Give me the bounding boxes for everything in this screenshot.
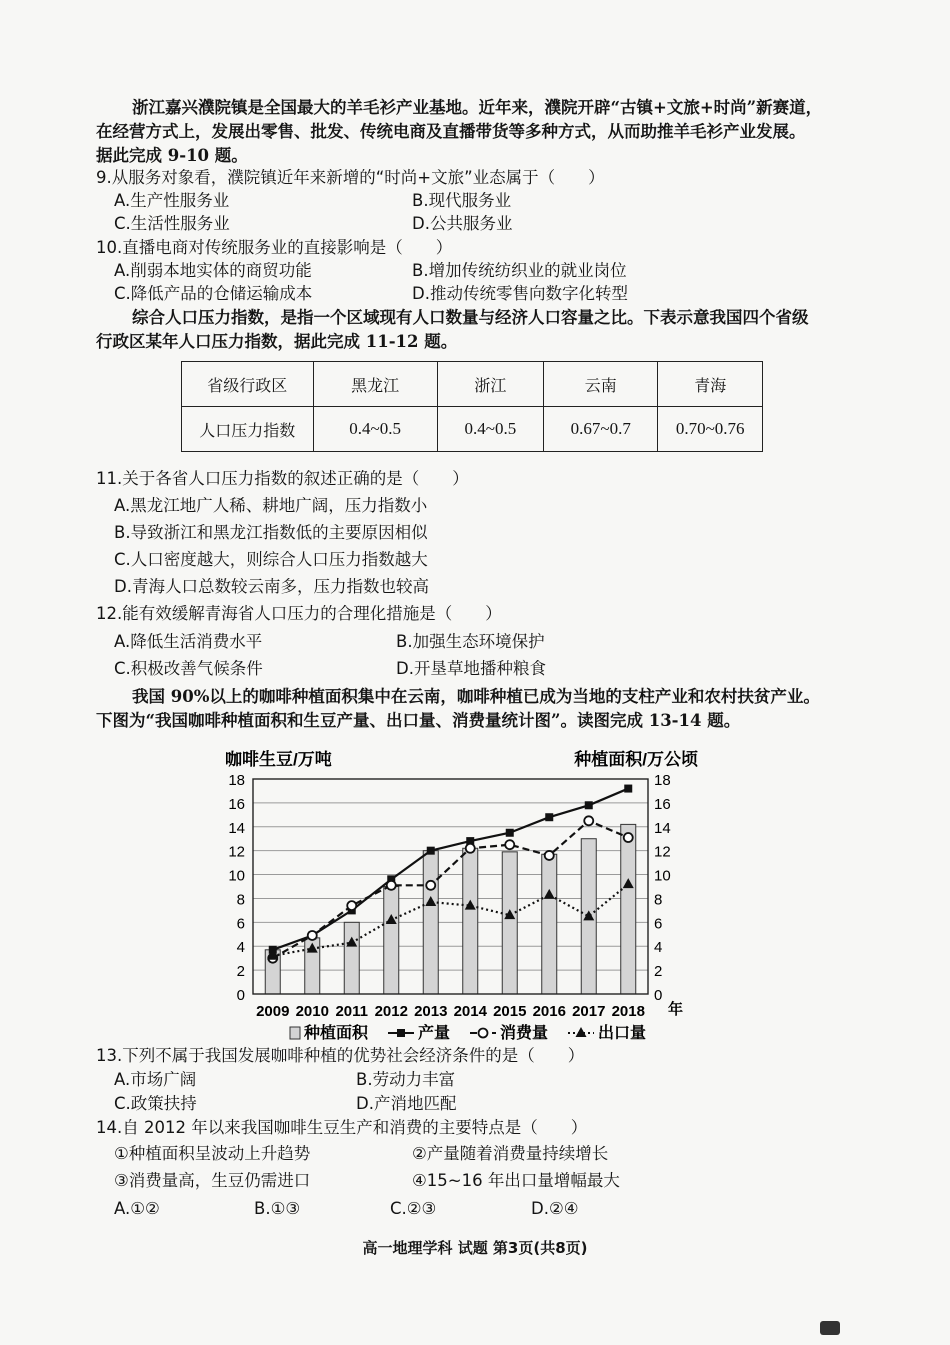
data-point-square — [585, 801, 593, 809]
table-cell: 0.4~0.5 — [313, 407, 437, 452]
y-tick-label-right: 12 — [654, 843, 671, 861]
table-header-row — [182, 362, 763, 407]
scanner-logo-icon — [820, 1321, 840, 1335]
table-cell: 0.67~0.7 — [544, 407, 658, 452]
question-11-stem: 11.关于各省人口压力指数的叙述正确的是（ ） — [96, 469, 469, 488]
x-tick-label: 2009 — [256, 1003, 290, 1020]
y-tick-label-left: 4 — [236, 939, 245, 957]
q10-option-c[interactable]: C.降低产品的仓储运输成本 — [114, 284, 313, 303]
page-footer: 高一地理学科 试题 第3页(共8页) — [362, 1239, 588, 1257]
q11-option-d[interactable]: D.青海人口总数较云南多，压力指数也较高 — [114, 577, 429, 596]
table-cell: 0.70~0.76 — [658, 407, 763, 452]
question-9-stem: 9.从服务对象看，濮院镇近年来新增的“时尚+文旅”业态属于（ ） — [96, 168, 605, 187]
data-point-circle — [308, 931, 317, 940]
table-header-cell: 浙江 — [437, 362, 543, 407]
table-header-cell: 省级行政区 — [182, 362, 314, 407]
q14-option-c[interactable]: C.②③ — [390, 1199, 437, 1218]
y-tick-label-right: 0 — [654, 987, 663, 1004]
x-tick-label: 2016 — [532, 1003, 566, 1020]
series-line-circle — [273, 821, 629, 958]
legend-label: 种植面积 — [304, 1025, 369, 1042]
bar-planting-area — [423, 851, 438, 994]
series-line-triangle — [273, 884, 629, 956]
q12-option-b[interactable]: B.加强生态环境保护 — [396, 632, 545, 651]
q11-option-a[interactable]: A.黑龙江地广人稀、耕地广阔，压力指数小 — [114, 496, 428, 515]
q13-option-c[interactable]: C.政策扶持 — [114, 1094, 197, 1113]
x-tick-label: 2013 — [414, 1003, 448, 1020]
q10-option-b[interactable]: B.增加传统纺织业的就业岗位 — [412, 261, 627, 280]
y-axis-label-right: 种植面积/万公顷 — [574, 750, 698, 769]
bar-planting-area — [542, 854, 557, 994]
y-tick-label-left: 16 — [228, 795, 245, 813]
legend-label: 出口量 — [598, 1025, 647, 1042]
series-line-square — [273, 789, 629, 950]
table-cell: 0.4~0.5 — [437, 407, 543, 452]
y-axis-label-left: 咖啡生豆/万吨 — [225, 750, 332, 769]
y-tick-label-right: 10 — [654, 867, 671, 885]
coffee-chart-svg — [215, 745, 705, 1045]
table-row-label: 人口压力指数 — [182, 407, 314, 452]
data-point-circle — [426, 881, 435, 890]
y-tick-label-right: 2 — [654, 963, 663, 981]
data-point-circle — [466, 844, 475, 853]
q13-option-a[interactable]: A.市场广阔 — [114, 1070, 197, 1089]
y-tick-label-right: 4 — [654, 939, 663, 957]
intro-9-10-line1: 浙江嘉兴濮院镇是全国最大的羊毛衫产业基地。近年来，濮院开辟“古镇+文旅+时尚”新赛道， — [132, 98, 823, 117]
x-tick-label: 2010 — [295, 1003, 329, 1020]
intro-11-12-line1: 综合人口压力指数，是指一个区域现有人口数量与经济人口容量之比。下表示意我国四个省级 — [132, 308, 809, 327]
y-tick-label-left: 6 — [236, 915, 245, 933]
y-tick-label-right: 18 — [654, 772, 671, 789]
data-point-circle — [624, 833, 633, 842]
question-13-stem: 13.下列不属于我国发展咖啡种植的优势社会经济条件的是（ ） — [96, 1046, 585, 1065]
y-tick-label-right: 14 — [654, 819, 671, 837]
y-tick-label-left: 0 — [236, 987, 245, 1004]
y-tick-label-left: 8 — [236, 891, 245, 909]
y-tick-label-right: 6 — [654, 915, 663, 933]
y-tick-label-right: 8 — [654, 891, 663, 909]
legend-label: 消费量 — [500, 1025, 549, 1042]
q12-option-d[interactable]: D.开垦草地播种粮食 — [396, 659, 546, 678]
y-tick-label-left: 14 — [228, 819, 245, 837]
q11-option-b[interactable]: B.导致浙江和黑龙江指数低的主要原因相似 — [114, 523, 428, 542]
question-12-stem: 12.能有效缓解青海省人口压力的合理化措施是（ ） — [96, 604, 502, 623]
table-header-cell: 黑龙江 — [313, 362, 437, 407]
legend-marker-square — [397, 1029, 405, 1037]
bar-planting-area — [621, 824, 636, 994]
scanner-watermark — [820, 1320, 950, 1345]
intro-11-12-line2: 行政区某年人口压力指数，据此完成 11-12 题。 — [96, 332, 458, 351]
data-point-circle — [584, 816, 593, 825]
data-point-circle — [387, 881, 396, 890]
data-point-square — [506, 829, 514, 837]
q14-statement-4: ④15~16 年出口量增幅最大 — [412, 1171, 620, 1190]
q14-option-d[interactable]: D.②④ — [531, 1199, 579, 1218]
data-point-square — [545, 813, 553, 821]
population-pressure-table — [181, 361, 763, 452]
x-tick-label: 2017 — [572, 1003, 606, 1020]
q13-option-d[interactable]: D.产消地匹配 — [356, 1094, 457, 1113]
legend-swatch-bar — [290, 1027, 300, 1039]
q13-option-b[interactable]: B.劳动力丰富 — [356, 1070, 456, 1089]
q12-option-c[interactable]: C.积极改善气候条件 — [114, 659, 263, 678]
data-point-square — [427, 847, 435, 855]
bar-planting-area — [344, 922, 359, 994]
q9-option-b[interactable]: B.现代服务业 — [412, 191, 512, 210]
intro-13-14-line1: 我国 90%以上的咖啡种植面积集中在云南，咖啡种植已成为当地的支柱产业和农村扶贫产业。 — [132, 687, 820, 706]
legend-label: 产量 — [418, 1025, 451, 1042]
intro-13-14-line2: 下图为“我国咖啡种植面积和生豆产量、出口量、消费量统计图”。读图完成 13-14 题。 — [96, 711, 741, 730]
table-row — [182, 407, 763, 452]
table-header-cell: 云南 — [544, 362, 658, 407]
y-tick-label-right: 16 — [654, 795, 671, 813]
q9-option-a[interactable]: A.生产性服务业 — [114, 191, 230, 210]
bar-planting-area — [463, 848, 478, 994]
table-header-cell: 青海 — [658, 362, 763, 407]
q9-option-d[interactable]: D.公共服务业 — [412, 214, 513, 233]
question-10-stem: 10.直播电商对传统服务业的直接影响是（ ） — [96, 238, 453, 257]
intro-9-10-line3: 据此完成 9-10 题。 — [96, 146, 248, 165]
q10-option-d[interactable]: D.推动传统零售向数字化转型 — [412, 284, 628, 303]
data-point-circle — [545, 851, 554, 860]
x-tick-label: 2012 — [374, 1003, 408, 1020]
q14-statement-3: ③消费量高，生豆仍需进口 — [114, 1171, 311, 1190]
q12-option-a[interactable]: A.降低生活消费水平 — [114, 632, 263, 651]
bar-planting-area — [384, 887, 399, 995]
x-tick-label: 2018 — [611, 1003, 645, 1020]
y-tick-label-left: 10 — [228, 867, 245, 885]
q14-statement-1: ①种植面积呈波动上升趋势 — [114, 1144, 311, 1163]
x-tick-label: 2014 — [453, 1003, 487, 1020]
q14-option-b[interactable]: B.①③ — [254, 1199, 301, 1218]
bar-planting-area — [502, 852, 517, 994]
q14-statement-2: ②产量随着消费量持续增长 — [412, 1144, 609, 1163]
data-point-circle — [347, 901, 356, 910]
coffee-chart — [215, 745, 705, 1045]
data-point-square — [624, 785, 632, 793]
y-tick-label-left: 2 — [236, 963, 245, 981]
y-tick-label-left: 12 — [228, 843, 245, 861]
x-tick-label: 2015 — [493, 1003, 527, 1020]
q14-option-a[interactable]: A.①② — [114, 1199, 160, 1218]
legend-marker-circle — [479, 1029, 488, 1038]
y-tick-label-left: 18 — [228, 772, 245, 789]
q10-option-a[interactable]: A.削弱本地实体的商贸功能 — [114, 261, 312, 280]
q9-option-c[interactable]: C.生活性服务业 — [114, 214, 230, 233]
q11-option-c[interactable]: C.人口密度越大，则综合人口压力指数越大 — [114, 550, 428, 569]
intro-9-10-line2: 在经营方式上，发展出零售、批发、传统电商及直播带货等多种方式，从而助推羊毛衫产业发展。 — [96, 122, 806, 141]
question-14-stem: 14.自 2012 年以来我国咖啡生豆生产和消费的主要特点是（ ） — [96, 1118, 588, 1137]
data-point-circle — [505, 840, 514, 849]
x-axis-label: 年 — [668, 1001, 684, 1018]
x-tick-label: 2011 — [335, 1003, 369, 1020]
